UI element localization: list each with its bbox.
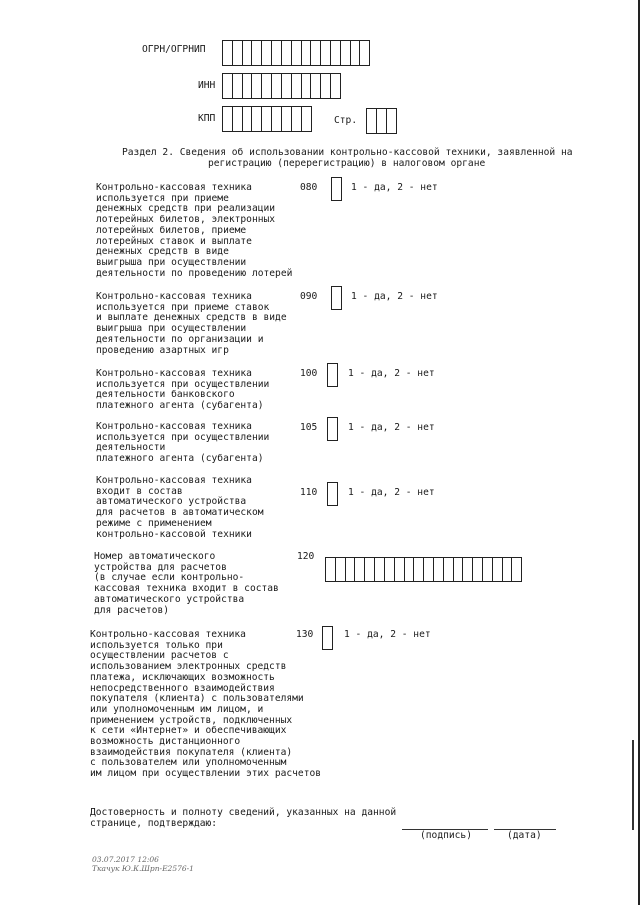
question-110-text: Контрольно-кассовая техника входит в состав автоматического устройства для расчетов в автоматическом режиме с применением контрольно-кассовой техники bbox=[96, 475, 264, 540]
question-090-code: 090 bbox=[300, 291, 318, 302]
question-120-number-cells[interactable] bbox=[325, 557, 521, 582]
question-090-hint: 1 - да, 2 - нет bbox=[351, 291, 438, 302]
confirm-text-line-2: странице, подтверждаю: bbox=[90, 818, 218, 829]
question-105-code: 105 bbox=[300, 422, 318, 433]
ogrn-cells[interactable] bbox=[222, 40, 369, 66]
question-110-hint: 1 - да, 2 - нет bbox=[348, 487, 435, 498]
page-label: Стр. bbox=[334, 115, 358, 126]
kpp-label: КПП bbox=[198, 113, 216, 124]
question-130-hint: 1 - да, 2 - нет bbox=[344, 629, 431, 640]
question-105-input[interactable] bbox=[327, 417, 338, 441]
kpp-cells[interactable] bbox=[222, 106, 310, 132]
question-080-input[interactable] bbox=[331, 177, 342, 201]
question-100-text: Контрольно-кассовая техника используется при осуществлении деятельности банковского платежного агента (субагента) bbox=[96, 368, 270, 412]
question-130-input[interactable] bbox=[322, 626, 333, 650]
date-label: (дата) bbox=[507, 830, 542, 841]
question-105-hint: 1 - да, 2 - нет bbox=[348, 422, 435, 433]
question-130-text: Контрольно-кассовая техника используется только при осуществлении расчетов с использованием электронных средств платежа, исключающих возможность непосредственного взаимодействия покупателя (клиента) с пользователями или уполномоченным им лицом, и применением устройств, подключенных к сети «Интернет» и обеспечивающих возможность дистанционного взаимодействия покупателя (клиента) с пользователем или уполномоченным им лицом при осуществлении этих расчетов bbox=[90, 629, 322, 780]
section-title-line-1: Раздел 2. Сведения об использовании контрольно-кассовой техники, заявленной на bbox=[122, 147, 573, 158]
confirm-text-line-1: Достоверность и полноту сведений, указанных на данной bbox=[90, 807, 397, 818]
question-100-hint: 1 - да, 2 - нет bbox=[348, 368, 435, 379]
page-number-cells[interactable] bbox=[366, 108, 395, 134]
question-120-code: 120 bbox=[297, 551, 315, 562]
question-110-code: 110 bbox=[300, 487, 318, 498]
section-title-line-2: регистрацию (перерегистрацию) в налоговом органе bbox=[208, 158, 486, 169]
question-105-text: Контрольно-кассовая техника используется при осуществлении деятельности платежного агента (субагента) bbox=[96, 421, 270, 465]
ogrn-label: ОГРН/ОГРНИП bbox=[142, 44, 206, 55]
question-110-input[interactable] bbox=[327, 482, 338, 506]
signature-label: (подпись) bbox=[420, 830, 472, 841]
question-080-text: Контрольно-кассовая техника используется при приеме денежных средств при реализации лотерейных билетов, электронных лотерейных билетов, приеме лотерейных ставок и выплате денежных средств в виде выигрыша при осуществлении деятельности по проведению лотерей bbox=[96, 182, 293, 279]
inn-cells[interactable] bbox=[222, 73, 340, 99]
question-090-text: Контрольно-кассовая техника используется при приеме ставок и выплате денежных средств в виде выигрыша при осуществлении деятельности по организации и проведению азартных игр bbox=[96, 291, 287, 356]
question-090-input[interactable] bbox=[331, 286, 342, 310]
question-100-input[interactable] bbox=[327, 363, 338, 387]
question-130-code: 130 bbox=[296, 629, 314, 640]
question-080-hint: 1 - да, 2 - нет bbox=[351, 182, 438, 193]
print-stamp-operator: Ткачук Ю.К.Шрп-Е2576-1 bbox=[92, 864, 194, 873]
question-080-code: 080 bbox=[300, 182, 318, 193]
question-120-text: Номер автоматического устройства для расчетов (в случае если контрольно- кассовая техника входит в состав автоматического устройства для расчетов) bbox=[94, 551, 279, 616]
inn-label: ИНН bbox=[198, 80, 216, 91]
scan-edge-mark bbox=[632, 740, 634, 830]
print-stamp-date: 03.07.2017 12:06 bbox=[92, 855, 159, 864]
question-100-code: 100 bbox=[300, 368, 318, 379]
